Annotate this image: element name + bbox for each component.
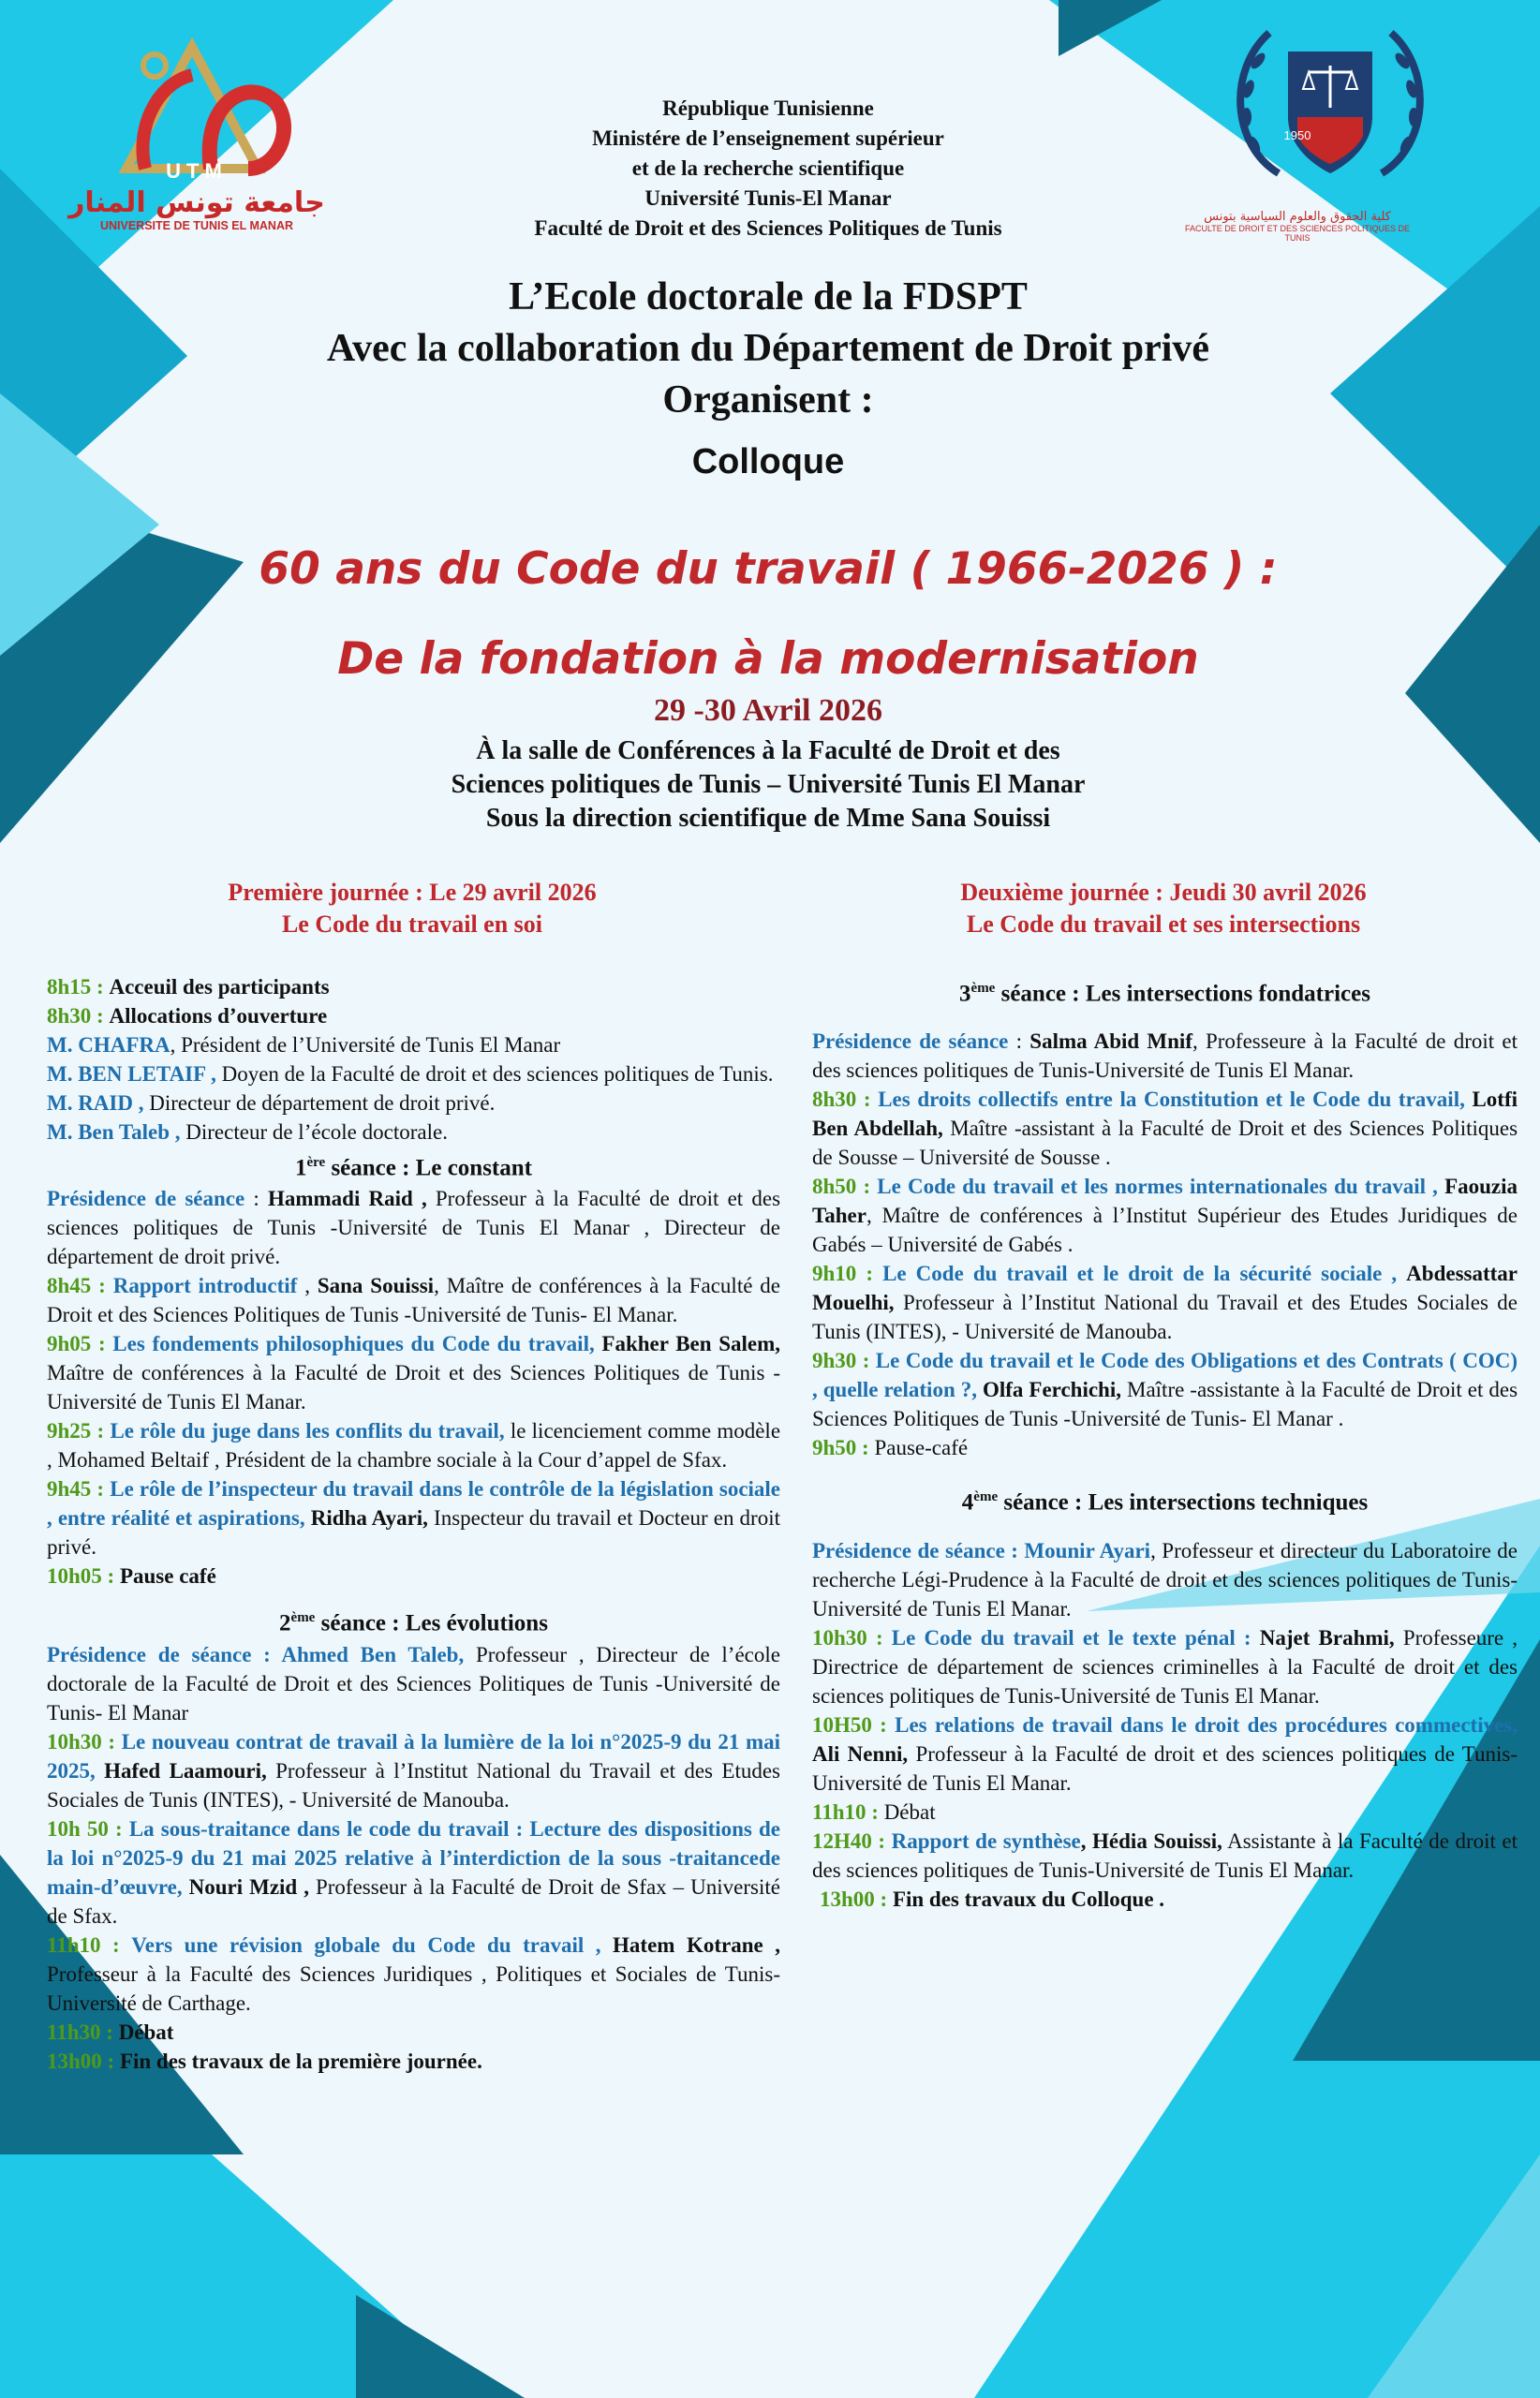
title-line-1: 60 ans du Code du travail ( 1966-2026 ) : [259,543,1278,595]
program-text: 9h05 : [47,1332,106,1356]
program-text: 10h30 : [812,1625,883,1650]
program-text: M. BEN LETAIF , [47,1062,216,1086]
program-item [812,1085,1518,1172]
program-item [812,1172,1518,1259]
title-line-2: De la fondation à la modernisation [337,633,1199,685]
program-text: ème [970,981,996,996]
program-text: Pause café [119,1564,216,1589]
session-2-title [47,1602,780,1639]
program-text: Ridha Ayari, [310,1506,428,1531]
collaboration-line: Avec la collaboration du Département de Droit privé [326,327,1210,370]
program-text: Le Code du travail et le droit de la sécurité sociale , [882,1262,1398,1286]
day2-title: Deuxième journée : Jeudi 30 avril 2026 [960,879,1367,906]
program-text: Rapport introductif [112,1274,298,1298]
program-text: Olfa Ferchichi, [982,1378,1121,1402]
program-text: Vers une révision globale du Code du travail , [131,1932,601,1957]
program-text: 9h50 : [812,1436,869,1460]
program-text: , Président de l’Université de Tunis El Manar [170,1033,561,1057]
fdspt-logo [1184,14,1471,267]
program-text: , Hédia Souissi, [1080,1828,1222,1853]
program-item [812,1710,1518,1798]
program-text: Les droits collectifs entre la Constitution et le Code du travail, [878,1088,1465,1112]
session-1-chair [47,1184,780,1271]
program-text: Le Code du travail et le Code des Obligations et des Contrats ( COC) , quelle relation ?, [812,1349,1518,1402]
event-dates: 29 -30 Avril 2026 [654,693,882,728]
program-item: 8h45 : Rapport introductif , Sana Souissi, Maître de conférences à la Faculté de Droit et des Sciences Politiques de Tunis -Université de Tunis- El Manar. [47,1274,781,1327]
program-text: Nouri Mzid , [188,1874,309,1899]
program-item [812,1623,1518,1710]
program-text: La sous-traitance dans le code du travail : Lecture des dispositions de la loi n°2025-9 du 21 mai 2025 relative à l’interdiction de la sous -traitancede main-d’œuvre, [47,1816,780,1899]
program-text: Doyen de la Faculté de droit et des sciences politiques de Tunis. [221,1062,774,1086]
program-text: Sana Souissi [317,1274,435,1298]
event-venue [206,734,1330,836]
program-text: , Professeur et directeur du Laboratoire de recherche Légi-Prudence à la Faculté de droit et des sciences politiques de Tunis-Université de Tunis El Manar. [812,1538,1518,1621]
program-text: Hatem Kotrane , [613,1932,781,1957]
day1-subtitle: Le Code du travail en soi [281,910,543,938]
university-name: Université Tunis-El Manar [644,186,892,210]
faculty-name: Faculté de Droit et des Sciences Politiques de Tunis [534,216,1002,240]
program-text: Lotfi Ben Abdellah, [812,1088,1518,1141]
program-text: 13h00 : [47,2049,115,2073]
program-text: Hammadi Raid , [267,1187,427,1211]
program-text: 13h00 : [820,1887,888,1911]
session-3-chair [812,1027,1518,1085]
program-text: Débat [118,2020,174,2044]
program-text: 11h10 : [812,1799,879,1824]
event-type: Colloque [691,442,845,481]
program-text: Maître de conférences à la Faculté de Droit et des Sciences Politiques de Tunis -Université de Tunis El Manar. [47,1361,780,1414]
program-text: Faouzia Taher [812,1175,1518,1228]
program-text: 10h05 : [47,1564,115,1589]
program-text: Professeur à la Faculté des Sciences Juridiques , Politiques et Sociales de Tunis- Université de Carthage. [47,1961,780,2015]
program-text: Rapport de synthèse [891,1828,1081,1853]
doctoral-school: L’Ecole doctorale de la FDSPT [509,275,1028,318]
program-text: 1 [294,1155,307,1181]
program-text: Directeur de département de droit privé. [149,1091,496,1115]
fdspt-latin: FACULTE DE DROIT ET DES SCIENCES POLITIQUES DE TUNIS [1184,224,1411,243]
program-text: 8h15 : [47,975,104,999]
program-text: 4 [961,1489,974,1516]
day1-heading [37,877,787,940]
program-text: , Maître de conférences à l’Institut Supérieur des Etudes Juridiques de Gabés – Université de Gabés . [812,1204,1518,1257]
program-text: Présidence de séance : Ahmed Ben Taleb, [47,1642,465,1666]
program-item [47,1416,780,1474]
program-text: : [244,1187,268,1211]
program-text: 11h30 : [47,2020,113,2044]
program-item [47,1727,780,1814]
program-item [47,2047,780,2076]
program-text: Les fondements philosophiques du Code du travail, [112,1332,595,1356]
program-item [47,1814,780,1931]
session-4-chair [812,1536,1518,1623]
program-text: Professeur à la Faculté de droit et des sciences politiques de Tunis -Université de Tunis El Manar , Directeur de département de droit privé. [47,1187,781,1269]
program-text: , Professeure à la Faculté de droit et des sciences politiques de Tunis-Université de Tunis El Manar. [812,1029,1518,1083]
program-text: séance : Les évolutions [320,1610,548,1636]
utm-latin: UNIVERSITE DE TUNIS EL MANAR [99,219,294,232]
program-text: Professeur à la Faculté de Droit de Sfax – Université de Sfax. [47,1874,780,1928]
program-text: séance : Les intersections techniques [1003,1489,1369,1516]
institution-header [393,94,1143,244]
program-text: Allocations d’ouverture [109,1004,328,1028]
program-text: Le Code du travail et le texte pénal : [891,1625,1251,1650]
program-text: M. Ben Taleb , [47,1120,181,1144]
program-item [812,1827,1518,1885]
ministry-line-1: Ministére de l’enseignement supérieur [592,126,944,150]
program-item [812,1885,1518,1914]
venue-line-1: À la salle de Conférences à la Faculté de Droit et des [476,736,1060,765]
program-text: 8h50 : [812,1175,871,1199]
program-text: ème [973,1489,999,1505]
program-text: 3 [959,981,971,1007]
organisent-label: Organisent : [662,378,874,422]
day2-subtitle: Le Code du travail et ses intersections [966,910,1361,938]
program-text: , Maître de conférences à la Faculté de Droit et des Sciences Politiques de Tunis -Université de Tunis- El Manar. [47,1274,781,1327]
program-text: Présidence de séance : Mounir Ayari [812,1538,1151,1562]
scientific-direction: Sous la direction scientifique de Mme Sana Souissi [485,804,1051,833]
program-item [47,1001,780,1030]
ministry-line-2: et de la recherche scientifique [631,156,905,180]
program-item [812,1259,1518,1346]
colloquium-title [112,525,1424,704]
program-text: M. CHAFRA [47,1033,170,1057]
program-text: 8h30 : [47,1004,104,1028]
program-text: Fin des travaux de la première journée. [119,2049,482,2073]
venue-line-2: Sciences politiques de Tunis – Université Tunis El Manar [451,770,1086,799]
program-text: le licenciement comme modèle , Mohamed Beltaif , Président de la chambre sociale à la Cour d’appel de Sfax. [47,1419,781,1473]
program-text: Le Code du travail et les normes internationales du travail , [877,1175,1438,1199]
utm-letters: UTM [166,159,228,183]
program-text: 9h30 : [812,1349,870,1373]
program-text: Maître -assistante à la Faculté de Droit et des Sciences Politiques de Tunis -Université de Tunis- El Manar . [812,1378,1518,1431]
program-text: Professeur à l’Institut National du Travail et des Etudes Sociales de Tunis (INTES), - Université de Manouba. [47,1758,780,1812]
program-text: Acceuil des participants [109,975,330,999]
official-item [47,1030,780,1059]
program-text: Le rôle de l’inspecteur du travail dans le contrôle de la législation sociale , entre réalité et aspirations, [47,1477,781,1531]
utm-logo [66,19,328,253]
program-item [812,1346,1518,1433]
program-text: Ali Nenni, [812,1741,909,1766]
day1-title: Première journée : Le 29 avril 2026 [228,879,597,906]
program-text: 12H40 : [812,1828,886,1853]
program-text: 8h30 : [812,1088,871,1112]
program-text: Assistante à la Faculté de droit et des sciences politiques de Tunis-Université de Tunis El Manar. [812,1828,1518,1882]
day1-program [47,972,780,2076]
program-text: Maître -assistant à la Faculté de Droit et des Sciences Politiques de Sousse – Université de Sousse . [812,1117,1518,1170]
program-text: 9h10 : [812,1262,874,1286]
program-text: Les relations de travail dans le droit des procédures commectives, [895,1712,1518,1737]
program-text: Présidence de séance [812,1029,1009,1054]
program-text: 10h30 : [47,1729,116,1754]
program-text: Salma Abid Mnif [1029,1029,1192,1054]
program-item [47,1329,780,1416]
program-text: Le rôle du juge dans les conflits du travail, [110,1419,505,1443]
program-text: Professeur , Directeur de l’école doctorale de la Faculté de Droit et des Sciences Politiques de Tunis -Université de Tunis- El Manar [47,1642,780,1724]
program-item [47,1931,780,2018]
program-text: Abdessattar Mouelhi, [812,1262,1518,1315]
program-text: ème [290,1610,316,1626]
official-item [47,1059,780,1088]
country-name: République Tunisienne [662,96,874,120]
program-text: Professeure , Directrice de département de sciences criminelles à la Faculté de droit et des sciences politiques de Tunis-Université de Tunis El Manar. [812,1625,1518,1708]
program-text: M. RAID , [47,1091,144,1115]
program-text: Professeur à la Faculté de droit et des sciences politiques de Tunis-Université de Tunis El Manar. [812,1741,1518,1795]
program-item [47,2018,780,2047]
program-text: Fin des travaux du Colloque . [892,1887,1165,1911]
program-text: Directeur de l’école doctorale. [185,1120,448,1144]
official-item [47,1118,780,1147]
official-item [47,1088,780,1118]
program-text: 9h25 : [47,1419,105,1443]
program-text: 10h 50 : [47,1816,123,1841]
program-item [47,1474,780,1562]
program-item [812,1433,1518,1462]
fdspt-year: 1950 [1283,128,1311,142]
program-text: Présidence de séance [47,1187,245,1211]
program-text: ère [306,1155,326,1170]
program-text: Inspecteur du travail et Docteur en droit privé. [47,1506,780,1560]
program-text: 11h10 : [47,1932,120,1957]
laurel-shield-icon [1222,14,1438,201]
fdspt-arabic: كلية الحقوق والعلوم السياسية بتونس [1204,210,1391,224]
organizers-block [169,272,1368,426]
program-text: Professeur à l’Institut National du Travail et des Etudes Sociales de Tunis (INTES), - Université de Manouba. [812,1291,1518,1344]
program-text: Fakher Ben Salem, [601,1332,780,1356]
program-item [812,1798,1518,1827]
utm-arabic: جامعة تونس المنار [68,186,325,219]
program-text: Le nouveau contrat de travail à la lumière de la loi n°2025-9 du 21 mai 2025, [47,1729,781,1783]
program-text: séance : Le constant [331,1155,532,1181]
program-text: Débat [883,1799,936,1824]
program-text: 2 [279,1610,291,1636]
program-text: 8h45 : [47,1274,106,1298]
program-text: 10H50 : [812,1712,887,1737]
program-item [47,1562,780,1591]
day2-program [812,972,1518,1914]
program-text: Pause-café [874,1436,969,1460]
program-text: Najet Brahmi, [1259,1625,1395,1650]
program-text: séance : Les intersections fondatrices [1000,981,1370,1007]
program-text: Hafed Laamouri, [104,1758,267,1783]
session-2-chair [47,1640,780,1727]
session-3-title [812,972,1518,1010]
program-text: 9h45 : [47,1477,105,1502]
session-4-title [812,1481,1518,1518]
program-item [47,972,780,1001]
session-1-title [47,1147,780,1184]
day2-heading [789,877,1538,940]
program-text: : [1008,1029,1030,1054]
